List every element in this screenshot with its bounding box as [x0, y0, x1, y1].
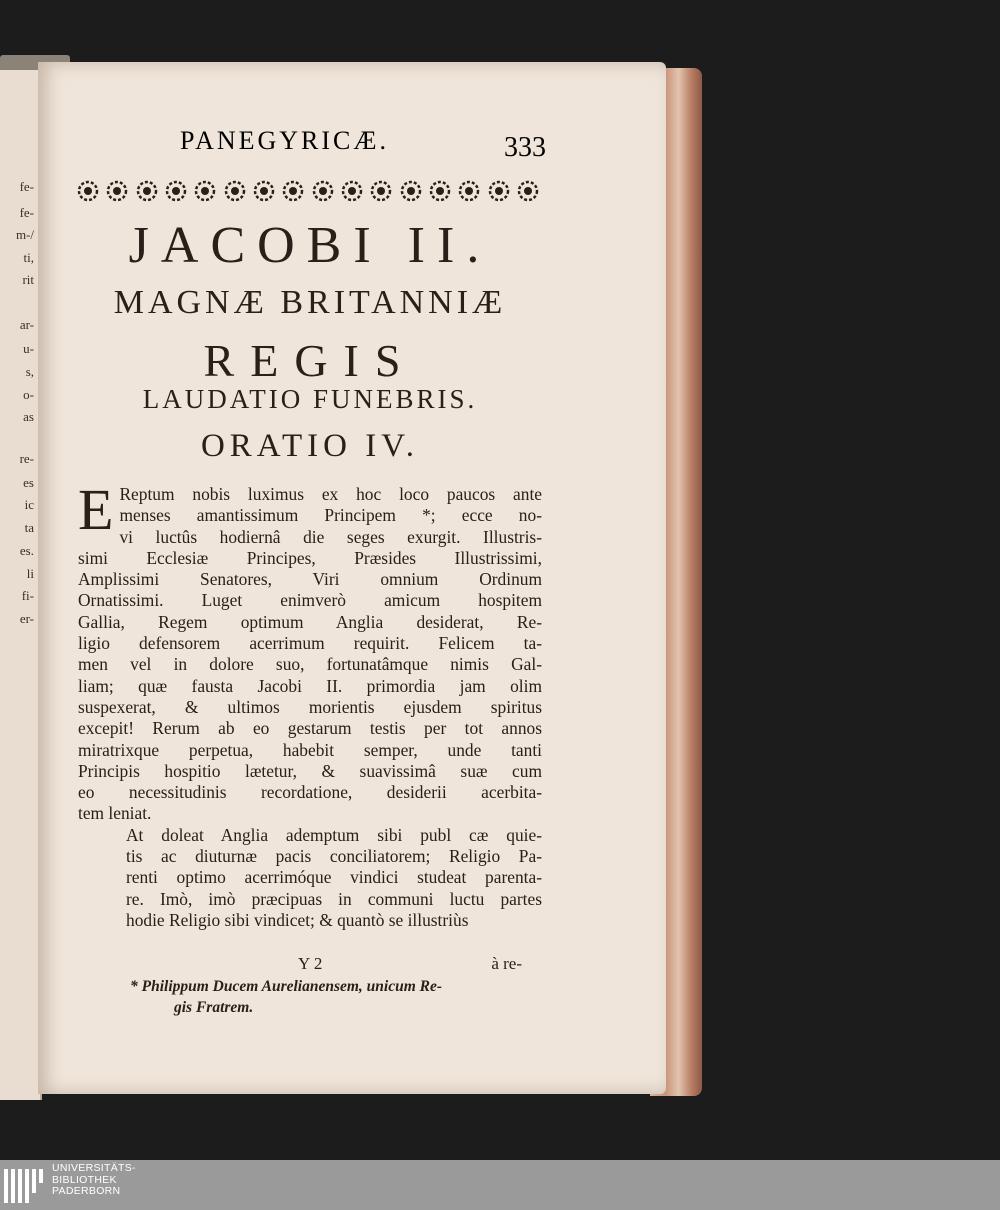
- title-line-4: LAUDATIO FUNEBRIS.: [142, 384, 478, 414]
- text-line: Ornatissimi. Luget enimverò amicum hospitem: [78, 590, 542, 611]
- logo-line-2: BIBLIOTHEK: [52, 1173, 117, 1186]
- left-margin-fragment: ic: [24, 497, 34, 512]
- page-number: 333: [504, 132, 546, 163]
- text-line: suspexerat, & ultimos morientis ejusdem spiritus: [78, 696, 542, 717]
- flower-ornament-icon: [369, 179, 393, 203]
- text-line: miratrixque perpetua, habebit semper, unde tanti: [78, 739, 542, 760]
- left-margin-fragment: re-: [19, 451, 34, 466]
- ornament-row: [76, 176, 540, 206]
- text-line: Amplissimi Senatores, Viri omnium Ordinum: [78, 569, 542, 590]
- running-title: PANEGYRICÆ.: [180, 126, 390, 155]
- left-margin-fragment: fe-: [19, 205, 34, 220]
- flower-ornament-icon: [164, 179, 188, 203]
- flower-ornament-icon: [252, 179, 276, 203]
- left-margin-fragment: fe-: [19, 179, 34, 194]
- left-margin-fragment: o-: [23, 387, 34, 402]
- left-margin-fragment: s,: [25, 364, 34, 379]
- flower-ornament-icon: [105, 179, 129, 203]
- text-line: hodie Religio sibi vindicet; & quantò se illustriùs: [126, 909, 469, 930]
- logo-line-1: UNIVERSITÄTS-: [52, 1162, 136, 1174]
- flower-ornament-icon: [428, 179, 452, 203]
- flower-ornament-icon: [223, 179, 247, 203]
- title-line-5: ORATIO IV.: [200, 428, 420, 464]
- flower-ornament-icon: [516, 179, 540, 203]
- text-line: excepit! Rerum ab eo gestarum testis per tot annos: [78, 718, 542, 739]
- text-line: ligio defensorem acerrimum requirit. Felicem ta-: [78, 633, 542, 654]
- logo-line-3: PADERBORN: [52, 1185, 121, 1197]
- text-line: liam; quæ fausta Jacobi II. primordia jam olim: [78, 675, 542, 696]
- flower-ornament-icon: [281, 179, 305, 203]
- paragraph-1: [78, 477, 542, 825]
- drop-cap: E: [78, 477, 114, 542]
- left-margin-fragment: es: [23, 475, 34, 490]
- text-line: Principis hospitio lætetur, & suavissimâ suæ cum: [78, 760, 542, 781]
- text-line: tem leniat.: [78, 803, 152, 824]
- footnote-line: gis Fratrem.: [174, 999, 254, 1016]
- text-line: Reptum nobis luximus ex hoc loco paucos ante: [119, 484, 542, 504]
- signature-line: [78, 954, 542, 978]
- text-line: menses amantissimum Principem *; ecce no-: [119, 505, 542, 526]
- title-line-2: MAGNÆ BRITANNIÆ: [113, 284, 507, 321]
- flower-ornament-icon: [193, 179, 217, 203]
- paragraph-2: [78, 825, 542, 931]
- text-line: vi luctûs hodiernâ die seges exurgit. Illustris-: [119, 526, 542, 547]
- text-line: simi Ecclesiæ Principes, Præsides Illustrissimi,: [78, 547, 542, 568]
- left-margin-fragment: li: [26, 566, 34, 581]
- left-margin-fragment: ta: [24, 520, 34, 535]
- flower-ornament-icon: [487, 179, 511, 203]
- flower-ornament-icon: [76, 179, 100, 203]
- flower-ornament-icon: [311, 179, 335, 203]
- footnote-line: * Philippum Ducem Aurelianensem, unicum Re-: [130, 978, 443, 995]
- left-margin-fragment: m-/: [15, 227, 34, 242]
- flower-ornament-icon: [340, 179, 364, 203]
- catchword: à re-: [491, 954, 522, 973]
- left-page-edge: [0, 70, 42, 1100]
- flower-ornament-icon: [457, 179, 481, 203]
- left-margin-fragment: er-: [19, 611, 34, 626]
- text-line: eo necessitudinis recordatione, desiderii acerbita-: [78, 782, 542, 803]
- left-margin-fragment: rit: [22, 272, 34, 287]
- title-line-3: REGIS: [203, 335, 417, 386]
- footer-bar: [0, 1160, 1000, 1210]
- left-margin-fragment: es.: [19, 543, 34, 558]
- text-line: re. Imò, imò præcipuas in communi luctu partes: [126, 888, 542, 909]
- text-line: Gallia, Regem optimum Anglia desiderat, Re-: [78, 611, 542, 632]
- text-line: renti optimo acerrimóque vindici studeat parenta-: [126, 867, 542, 888]
- left-margin-fragment: fi-: [21, 588, 34, 603]
- left-margin-fragment: ar-: [19, 317, 34, 332]
- text-line: men vel in dolore suo, fortunatâmque nimis Gal-: [78, 654, 542, 675]
- body-text: [78, 477, 542, 931]
- left-margin-fragment: u-: [23, 341, 34, 356]
- flower-ornament-icon: [399, 179, 423, 203]
- library-logo-text: [52, 1163, 136, 1198]
- text-line: tis ac diuturnæ pacis conciliatorem; Religio Pa-: [126, 846, 542, 867]
- flower-ornament-icon: [135, 179, 159, 203]
- left-margin-fragment: ti,: [23, 250, 34, 265]
- footnote: [130, 976, 550, 1018]
- left-margin-fragment: as: [23, 409, 34, 424]
- signature-mark: Y 2: [298, 954, 323, 973]
- title-line-1: JACOBI II.: [128, 217, 492, 274]
- library-logo-icon: [2, 1163, 46, 1207]
- running-head: [180, 126, 546, 166]
- text-line: At doleat Anglia ademptum sibi publ cæ quie-: [126, 824, 542, 845]
